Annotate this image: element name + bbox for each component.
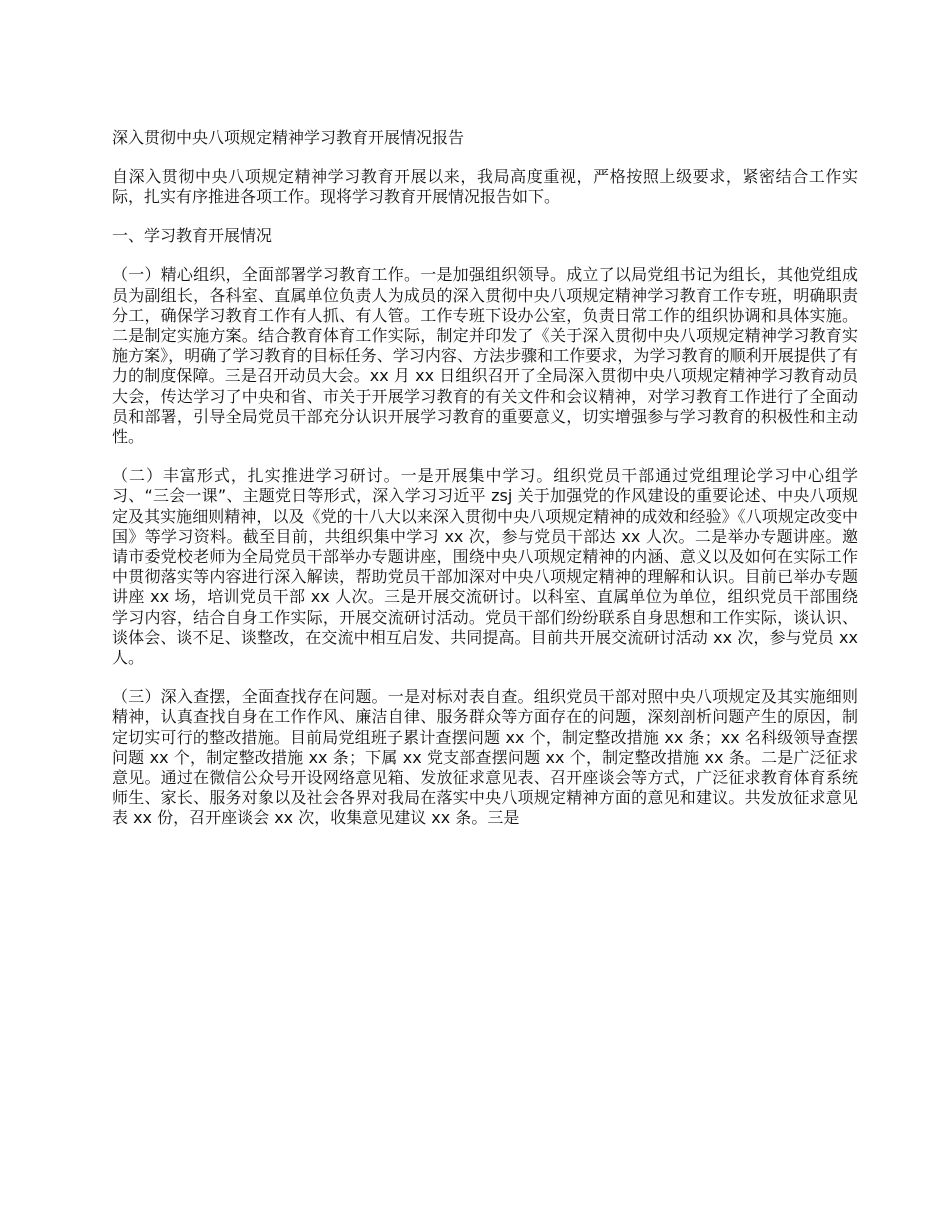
document-page bbox=[112, 128, 858, 848]
document-title: 深入贯彻中央八项规定精神学习教育开展情况报告 bbox=[112, 128, 465, 147]
body-paragraph-1: （一）精心组织，全面部署学习教育工作。一是加强组织领导。成立了以局党组书记为组长，其他党组成员为副组长，各科室、直属单位负责人为成员的深入贯彻中央八项规定精神学习教育工作专班，明确职责分工，确保学习教育工作有人抓、有人管。工作专班下设办公室，负责日常工作的组织协调和具体实施。二是制定实施方案。结合教育体育工作实际，制定并印发了《关于深入贯彻中央八项规定精神学习教育实施方案》，明确了学习教育的目标任务、学习内容、方法步骤和工作要求，为学习教育的顺利开展提供了有力的制度保障。三是召开动员大会。xx 月 xx 日组织召开了全局深入贯彻中央八项规定精神学习教育动员大会，传达学习了中央和省、市关于开展学习教育的有关文件和会议精神，对学习教育工作进行了全面动员和部署，引导全局党员干部充分认识开展学习教育的重要意义，切实增强参与学习教育的积极性和主动性。 bbox=[112, 265, 858, 447]
body-paragraph-3: （三）深入查摆，全面查找存在问题。一是对标对表自查。组织党员干部对照中央八项规定及其实施细则精神，认真查找自身在工作作风、廉洁自律、服务群众等方面存在的问题，深刻剖析问题产生的原因，制定切实可行的整改措施。目前局党组班子累计查摆问题 xx 个，制定整改措施 xx 条；xx 名科级领导查摆问题 xx 个，制定整改措施 xx 条；下属 xx 党支部查摆问题 xx 个，制定整改措施 xx 条。二是广泛征求意见。通过在微信公众号开设网络意见箱、发放征求意见表、召开座谈会等方式，广泛征求教育体育系统师生、家长、服务对象以及社会各界对我局在落实中央八项规定精神方面的意见和建议。共发放征求意见表 xx 份，召开座谈会 xx 次，收集意见建议 xx 条。三是 bbox=[112, 687, 858, 828]
body-paragraph-2: （二）丰富形式，扎实推进学习研讨。一是开展集中学习。组织党员干部通过党组理论学习中心组学习、“三会一课”、主题党日等形式，深入学习习近平 zsj 关于加强党的作风建设的重要论述、中央八项规定及其实施细则精神，以及《党的十八大以来深入贯彻中央八项规定精神的成效和经验》《八项规定改变中国》等学习资料。截至目前，共组织集中学习 xx 次，参与党员干部达 xx 人次。二是举办专题讲座。邀请市委党校老师为全局党员干部举办专题讲座，围绕中央八项规定精神的内涵、意义以及如何在实际工作中贯彻落实等内容进行深入解读，帮助党员干部加深对中央八项规定精神的理解和认识。目前已举办专题讲座 xx 场，培训党员干部 xx 人次。三是开展交流研讨。以科室、直属单位为单位，组织党员干部围绕学习内容，结合自身工作实际，开展交流研讨活动。党员干部们纷纷联系自身思想和工作实际，谈认识、谈体会、谈不足、谈整改，在交流中相互启发、共同提高。目前共开展交流研讨活动 xx 次，参与党员 xx 人。 bbox=[112, 466, 858, 668]
section-heading: 一、学习教育开展情况 bbox=[112, 226, 273, 246]
intro-paragraph: 自深入贯彻中央八项规定精神学习教育开展以来，我局高度重视，严格按照上级要求，紧密结合工作实际，扎实有序推进各项工作。现将学习教育开展情况报告如下。 bbox=[112, 167, 858, 207]
